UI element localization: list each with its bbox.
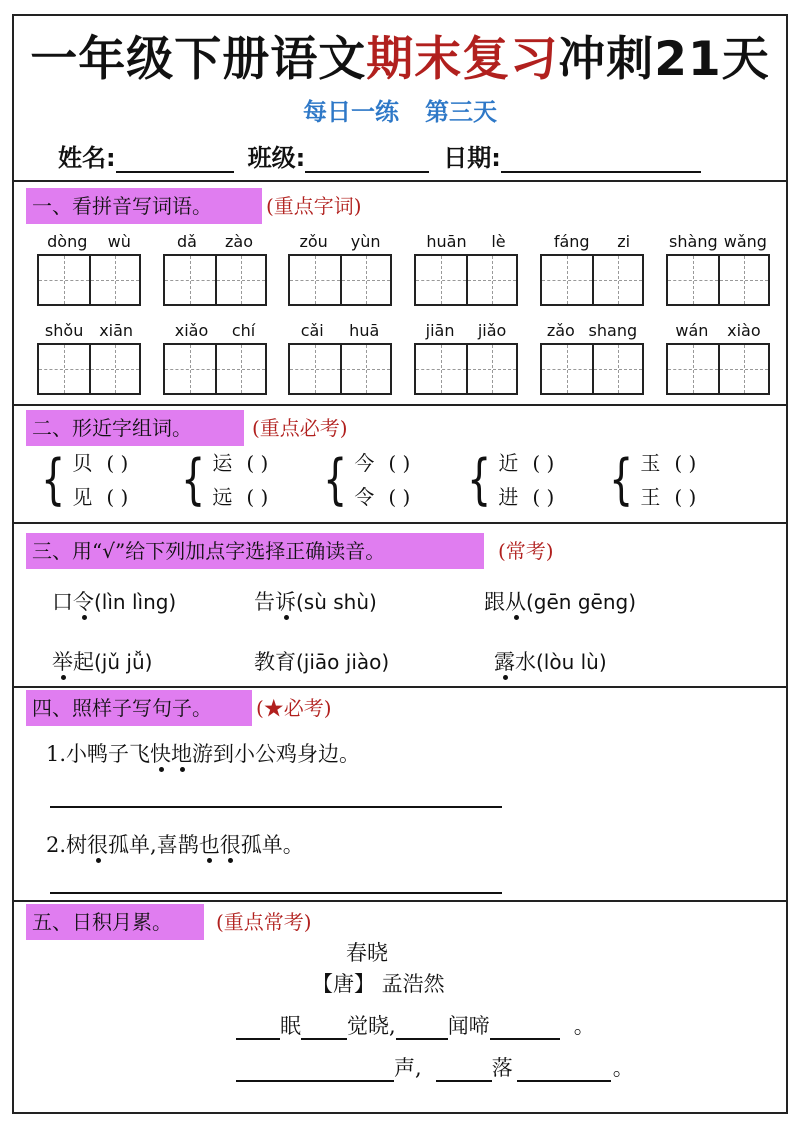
divider — [12, 686, 788, 688]
poem-blank[interactable] — [517, 1060, 611, 1082]
poem-text: 眠 — [280, 1014, 301, 1038]
char: 育 — [275, 650, 296, 674]
poem-line-1 — [236, 1010, 595, 1040]
writing-boxes[interactable] — [163, 343, 267, 395]
answer-blank[interactable]: ( ) — [246, 451, 269, 475]
poem-text: 声, — [394, 1056, 422, 1080]
pinyin-2: zi — [617, 232, 631, 251]
student-info-row — [58, 138, 701, 173]
dotted-char: 令 — [73, 590, 94, 614]
subtitle-left: 每日一练 — [303, 98, 399, 126]
section5-heading: 五、日积月累。 — [26, 904, 204, 940]
answer-blank[interactable]: ( ) — [106, 451, 129, 475]
title-part-3: 冲刺21天 — [558, 32, 770, 87]
writing-boxes[interactable] — [37, 254, 141, 306]
answer-line-2[interactable] — [50, 892, 502, 894]
writing-boxes[interactable] — [666, 254, 770, 306]
pinyin-2: lè — [491, 232, 506, 251]
dotted-char: 也 — [198, 833, 220, 857]
section4-heading: 四、照样子写句子。 — [26, 690, 252, 726]
divider — [12, 522, 788, 524]
pinyin-2: chí — [231, 321, 256, 340]
similar-char-pair — [36, 446, 128, 514]
brace-icon: { — [323, 448, 348, 511]
reading-item — [494, 646, 607, 676]
writing-boxes[interactable] — [37, 343, 141, 395]
example-sentence-2 — [46, 829, 304, 859]
title-highlight: 期末复习 — [366, 32, 559, 87]
dotted-char: 诉 — [275, 590, 296, 614]
page-title — [0, 22, 800, 89]
divider — [12, 900, 788, 902]
dotted-char: 很 — [87, 833, 109, 857]
answer-blank[interactable]: ( ) — [388, 485, 411, 509]
dotted-char: 露 — [494, 650, 515, 674]
pinyin-1: xiǎo — [174, 321, 209, 340]
pinyin-options[interactable]: (jiāo jiào) — [296, 650, 390, 674]
section2-heading: 二、形近字组词。 — [26, 410, 244, 446]
brace-icon: { — [181, 448, 206, 511]
brace-icon: { — [467, 448, 492, 511]
char-b: 进 — [498, 485, 519, 509]
date-field[interactable] — [501, 145, 701, 173]
char-b: 见 — [72, 485, 93, 509]
dotted-char: 从 — [505, 590, 526, 614]
reading-item — [254, 586, 377, 616]
writing-boxes[interactable] — [288, 343, 392, 395]
poem-blank[interactable] — [236, 1060, 394, 1082]
pinyin-1: dǎ — [177, 232, 197, 251]
example-sentence-1 — [46, 738, 360, 768]
text: 孤单,喜鹊 — [108, 833, 199, 857]
similar-char-pair — [318, 446, 410, 514]
divider — [12, 404, 788, 406]
pinyin-1: dòng — [47, 232, 88, 251]
text: 1.小鸭子飞 — [46, 742, 151, 766]
pinyin-2: xiào — [727, 321, 761, 340]
char-a: 近 — [498, 451, 519, 475]
pinyin-1: shàng — [669, 232, 718, 251]
char-b: 令 — [354, 485, 375, 509]
answer-blank[interactable]: ( ) — [106, 485, 129, 509]
char-b: 王 — [640, 485, 661, 509]
poem-text: 闻啼 — [447, 1014, 490, 1038]
pinyin-1: zǒu — [299, 232, 328, 251]
pinyin-1: cǎi — [300, 321, 324, 340]
pinyin-1: shǒu — [44, 321, 84, 340]
answer-blank[interactable]: ( ) — [246, 485, 269, 509]
pinyin-2: shang — [588, 321, 638, 340]
char: 教 — [254, 650, 275, 674]
char-b: 远 — [212, 485, 233, 509]
pinyin-1: wán — [675, 321, 709, 340]
pinyin-2: wù — [107, 232, 131, 251]
section1-note: (重点字词) — [266, 194, 362, 218]
page-subtitle — [0, 92, 800, 127]
pinyin-1: huān — [426, 232, 467, 251]
dotted-char: 快 — [150, 742, 172, 766]
poem-blank[interactable] — [436, 1060, 492, 1082]
char: 告 — [254, 590, 275, 614]
answer-blank[interactable]: ( ) — [674, 485, 697, 509]
divider — [12, 180, 788, 182]
poem-blank[interactable] — [301, 1018, 347, 1040]
similar-char-pair — [604, 446, 696, 514]
date-label: 日期: — [443, 144, 501, 172]
poem-text: 。 — [573, 1014, 595, 1038]
section3-heading: 三、用“√”给下列加点字选择正确读音。 — [26, 533, 484, 569]
section5-note: (重点常考) — [216, 910, 312, 934]
char: 水 — [515, 650, 536, 674]
section4-note: (★必考) — [256, 696, 332, 720]
char: 跟 — [484, 590, 505, 614]
poem-text: 觉晓, — [347, 1014, 396, 1038]
poem-blank[interactable] — [236, 1018, 280, 1040]
similar-char-pair — [462, 446, 554, 514]
reading-item — [52, 646, 152, 676]
answer-blank[interactable]: ( ) — [532, 485, 555, 509]
subtitle-right: 第三天 — [425, 98, 497, 126]
title-part-1: 一年级下册语文 — [30, 32, 367, 87]
reading-item — [52, 586, 176, 616]
writing-boxes[interactable] — [414, 254, 518, 306]
answer-blank[interactable]: ( ) — [388, 451, 411, 475]
writing-boxes[interactable] — [414, 343, 518, 395]
pinyin-1: fáng — [553, 232, 590, 251]
pinyin-2: wǎng — [723, 232, 767, 251]
dotted-char: 很 — [219, 833, 241, 857]
pinyin-1: jiān — [425, 321, 455, 340]
pinyin-2: xiān — [99, 321, 134, 340]
similar-char-pair — [176, 446, 268, 514]
class-field[interactable] — [305, 145, 429, 173]
answer-blank[interactable]: ( ) — [532, 451, 555, 475]
char-a: 今 — [354, 451, 375, 475]
pinyin-options[interactable]: (sù shù) — [296, 590, 377, 614]
pinyin-2: huā — [349, 321, 380, 340]
char-a: 贝 — [72, 451, 93, 475]
name-field[interactable] — [116, 145, 234, 173]
poem-blank[interactable] — [396, 1018, 448, 1040]
text: 孤单。 — [240, 833, 304, 857]
poem-text: 。 — [612, 1056, 634, 1080]
text: 游到小公鸡身边。 — [192, 742, 361, 766]
pinyin-2: jiǎo — [477, 321, 507, 340]
writing-boxes[interactable] — [288, 254, 392, 306]
poem-text: 落 — [491, 1056, 513, 1080]
pinyin-2: zào — [224, 232, 253, 251]
char-a: 玉 — [640, 451, 661, 475]
brace-icon: { — [609, 448, 634, 511]
poem-line-2 — [236, 1052, 634, 1082]
writing-boxes[interactable] — [666, 343, 770, 395]
writing-boxes[interactable] — [163, 254, 267, 306]
poem-author: 【唐】 孟浩然 — [312, 972, 445, 996]
dotted-char: 地 — [171, 742, 193, 766]
pinyin-options[interactable]: (gēn gēng) — [526, 590, 637, 614]
section1-heading: 一、看拼音写词语。 — [26, 188, 262, 224]
section2-note: (重点必考) — [252, 416, 348, 440]
pinyin-options[interactable]: (lòu lù) — [536, 650, 607, 674]
writing-boxes[interactable] — [540, 254, 644, 306]
dotted-char: 举 — [52, 650, 73, 674]
name-label: 姓名: — [58, 144, 116, 172]
text: 2.树 — [46, 833, 88, 857]
section3-note: (常考) — [498, 539, 554, 563]
pinyin-1: zǎo — [546, 321, 575, 340]
pinyin-options[interactable]: (jǔ jǚ) — [94, 650, 153, 674]
reading-item — [484, 586, 636, 616]
char: 口 — [52, 590, 73, 614]
writing-boxes[interactable] — [540, 343, 644, 395]
brace-icon: { — [41, 448, 66, 511]
answer-line-1[interactable] — [50, 806, 502, 808]
poem-blank[interactable] — [490, 1018, 560, 1040]
char: 起 — [73, 650, 94, 674]
pinyin-options[interactable]: (lìn lìng) — [94, 590, 177, 614]
class-label: 班级: — [247, 144, 306, 172]
answer-blank[interactable]: ( ) — [674, 451, 697, 475]
pinyin-2: yùn — [350, 232, 381, 251]
poem-title: 春晓 — [346, 941, 388, 965]
reading-item — [254, 646, 389, 676]
char-a: 运 — [212, 451, 233, 475]
